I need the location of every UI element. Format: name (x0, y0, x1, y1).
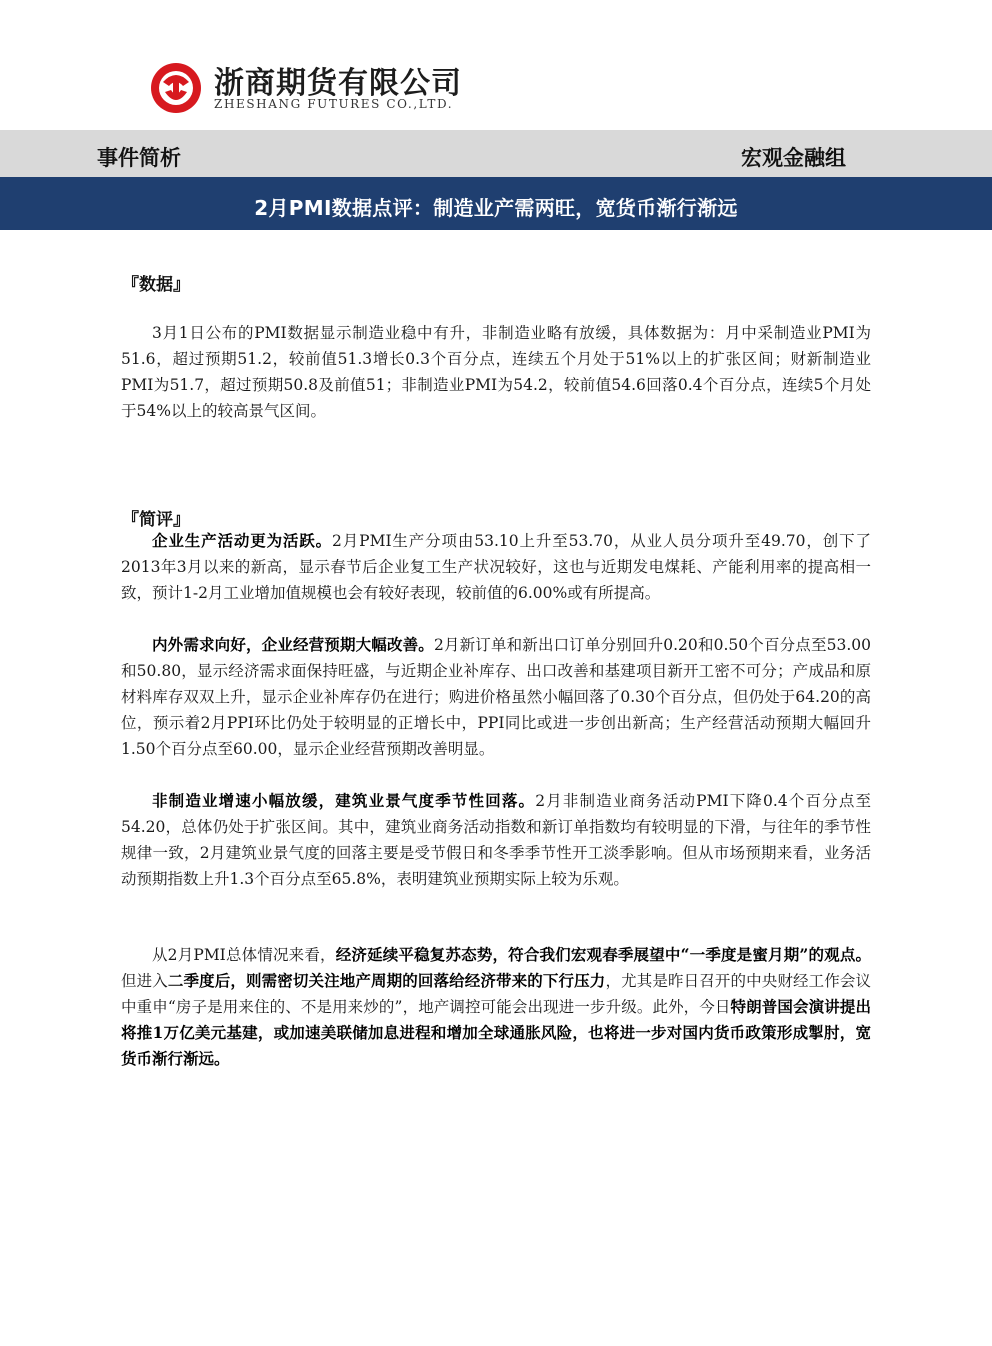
comment-paragraph-2 (121, 632, 871, 762)
report-title: 2月PMI数据点评：制造业产需两旺，宽货币渐行渐远 (254, 196, 738, 220)
report-group: 宏观金融组 (741, 146, 846, 170)
section-data-label: 『数据』 (122, 275, 190, 295)
comment-2-heading: 内外需求向好，企业经营预期大幅改善。 (152, 635, 434, 654)
company-name-cn: 浙商期货有限公司 (214, 66, 462, 101)
comment-paragraph-3 (121, 788, 871, 892)
comment-1-text: 2月PMI生产分项由53.10上升至53.70，从业人员分项升至49.70，创下了2013年3月以来的新高，显示春节后企业复工生产状况较好，这也与近期发电煤耗、产能利用率的提高相一致，预计1-2月工业增加值规模也会有较好表现，较前值的6.00%或有所提高。 (121, 532, 871, 602)
summary-part-a: 从2月PMI总体情况来看， (152, 946, 336, 964)
comment-2-text: 2月新订单和新出口订单分别回升0.20和0.50个百分点至53.00和50.80，显示经济需求面保持旺盛，与近期企业补库存、出口改善和基建项目新开工密不可分；产成品和原材料库存双双上升，显示企业补库存仍在进行；购进价格虽然小幅回落了0.30个百分点，但仍处于64.20的高位，预示着2月PPI环比仍处于较明显的正增长中，PPI同比或进一步创出新高；生产经营活动预期大幅回升1.50个百分点至60.00，显示企业经营预期改善明显。 (121, 636, 871, 758)
zheshang-logo-icon (150, 62, 202, 114)
section-comment-label: 『简评』 (122, 510, 190, 530)
report-category: 事件简析 (97, 146, 181, 170)
summary-part-e: ，尤其是昨日召开的中央财经工作会议中重申“房子是用来住的、不是用来炒的”，地产调控可能会出现进一步升级。此外，今日 (121, 972, 871, 1016)
comment-1-heading: 企业生产活动更为活跃。 (152, 531, 333, 550)
summary-paragraph (121, 942, 871, 1072)
company-name-en: ZHESHANG FUTURES CO.,LTD. (214, 97, 454, 111)
comment-3-text: 2月非制造业商务活动PMI下降0.4个百分点至54.20，总体仍处于扩张区间。其中，建筑业商务活动指数和新订单指数均有较明显的下滑，与往年的季节性规律一致，2月建筑业景气度的回落主要是受节假日和冬季季节性开工淡季影响。但从市场预期来看，业务活动预期指数上升1.3个百分点至65.8%，表明建筑业预期实际上较为乐观。 (121, 792, 871, 888)
comment-paragraph-1 (121, 528, 871, 606)
comment-3-heading: 非制造业增速小幅放缓，建筑业景气度季节性回落。 (152, 791, 536, 810)
summary-part-b: 经济延续平稳复苏态势，符合我们宏观春季展望中“一季度是蜜月期”的观点。 (335, 945, 871, 964)
summary-part-d: 二季度后，则需密切关注地产周期的回落给经济带来的下行压力 (167, 971, 606, 990)
summary-part-f: 特朗普国会演讲提出将推1万亿美元基建，或加速美联储加息进程和增加全球通胀风险，也将进一步对国内货币政策形成掣肘，宽货币渐行渐远。 (121, 997, 871, 1068)
summary-part-c: 但进入 (121, 972, 168, 990)
data-paragraph: 3月1日公布的PMI数据显示制造业稳中有升，非制造业略有放缓，具体数据为：月中采制造业PMI为51.6，超过预期51.2，较前值51.3增长0.3个百分点，连续五个月处于51%以上的扩张区间；财新制造业PMI为51.7，超过预期50.8及前值51；非制造业PMI为54.2，较前值54.6回落0.4个百分点，连续5个月处于54%以上的较高景气区间。 (121, 324, 871, 420)
page-header (0, 0, 992, 130)
